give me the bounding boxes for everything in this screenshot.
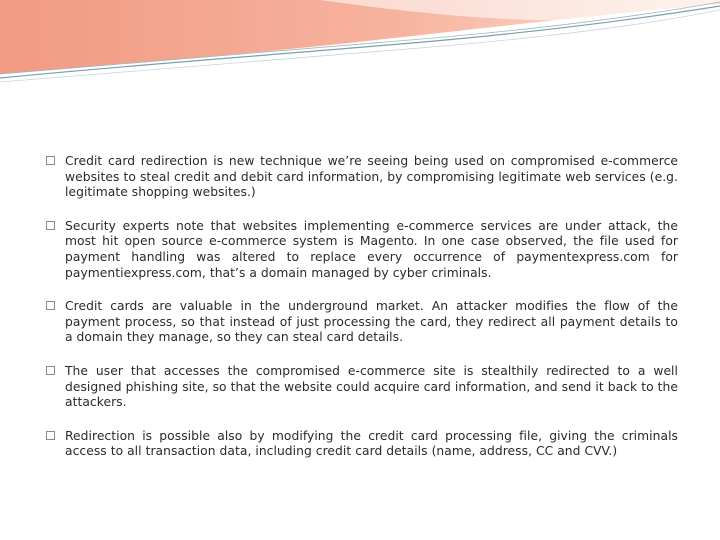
bullet-text: Credit cards are valuable in the underground market. An attacker modifies the flow of the payment process, so that instead of just processing the card, they redirect all payment details to a domain they manage, so they can steal card details. — [65, 299, 678, 345]
bullet-item — [46, 364, 678, 411]
bullet-text: Redirection is possible also by modifying the credit card processing file, giving the criminals access to all transaction data, including credit card details (name, address, CC and CVV.) — [65, 428, 678, 459]
bullet-text: Credit card redirection is new technique we’re seeing being used on compromised e-commerce websites to steal credit and debit card information, by compromising legitimate web services (e.g. legitimate shopping websites.) — [65, 154, 678, 200]
header-decoration — [0, 0, 720, 90]
bullet-item — [46, 429, 678, 460]
bullet-text: Security experts note that websites implementing e-commerce services are under attack, the most hit open source e-commerce system is Magento. In one case observed, the file used for payment handling was altered to replace every occurrence of paymentexpress.com for paymentiexpress.com, that’s a domain managed by cyber criminals. — [65, 218, 678, 280]
square-bullet-icon — [46, 156, 55, 165]
bullet-item — [46, 219, 678, 281]
square-bullet-icon — [46, 301, 55, 310]
bullet-list — [46, 154, 678, 478]
bullet-item — [46, 154, 678, 201]
square-bullet-icon — [46, 431, 55, 440]
bullet-item — [46, 299, 678, 346]
bullet-text: The user that accesses the compromised e-commerce site is stealthily redirected to a well designed phishing site, so that the website could acquire card information, and send it back to the attackers. — [65, 363, 678, 410]
square-bullet-icon — [46, 221, 55, 230]
square-bullet-icon — [46, 366, 55, 375]
